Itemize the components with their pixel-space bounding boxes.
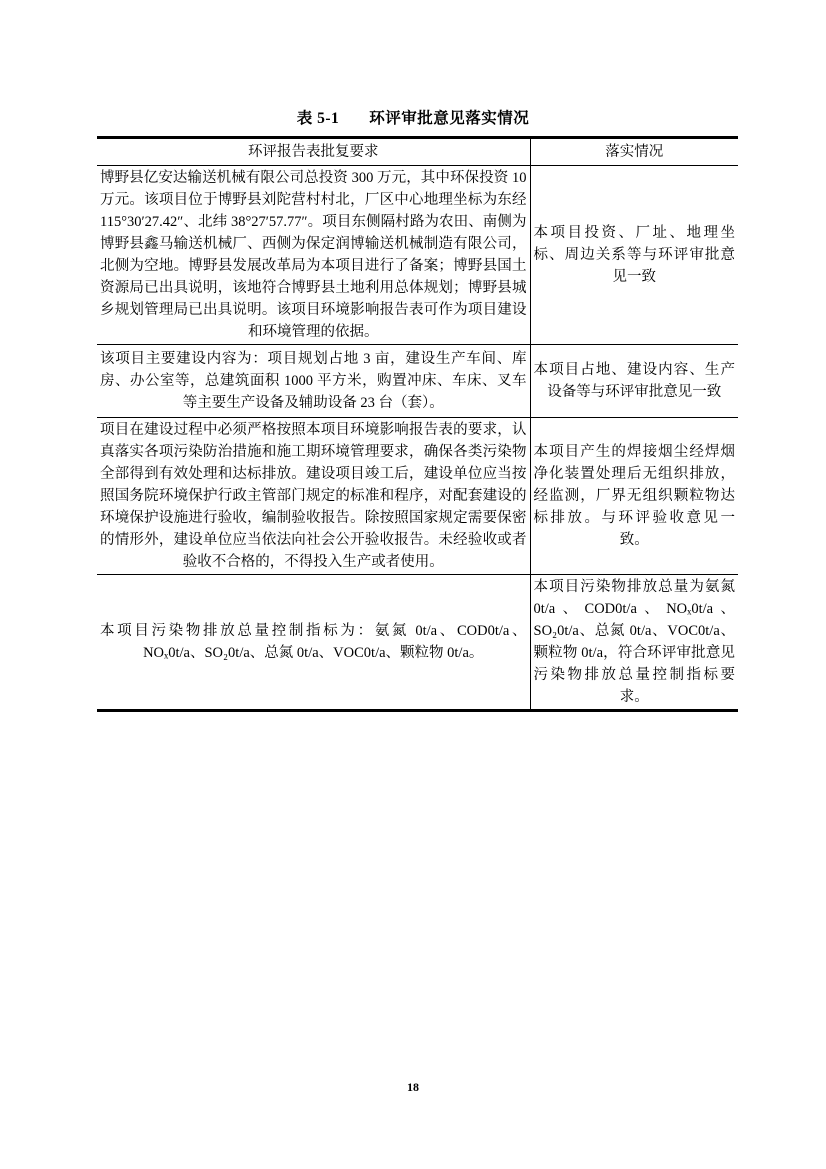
- table-header-row: [97, 138, 738, 166]
- implementation-cell: 本项目产生的焊接烟尘经焊烟净化装置处理后无组织排放，经监测，厂界无组织颗粒物达标排放。与环评验收意见一致。: [530, 418, 738, 575]
- requirement-cell: 本项目污染物排放总量控制指标为：氨氮 0t/a、COD0t/a、NOₓ0t/a、SO₂0t/a、总氮 0t/a、VOC0t/a、颗粒物 0t/a。: [100, 623, 527, 661]
- header-implementation: 落实情况: [530, 138, 738, 166]
- implementation-cell: 本项目污染物排放总量为氨氮 0t/a、COD0t/a、NOₓ0t/a、SO₂0t/a、总氮 0t/a、VOC0t/a、颗粒物 0t/a，符合环评审批意见污染物排放总量控制指标要求。: [530, 575, 738, 711]
- implementation-cell: 本项目投资、厂址、地理坐标、周边关系等与环评审批意见一致: [530, 166, 738, 345]
- table-caption-title: 环评审批意见落实情况: [369, 110, 530, 127]
- table-caption-label: 表 5-1: [296, 110, 340, 127]
- table-row: [97, 166, 738, 345]
- requirement-cell: 该项目主要建设内容为：项目规划占地 3 亩，建设生产车间、库房、办公室等，总建筑面积 1000 平方米，购置冲床、车床、叉车等主要生产设备及辅助设备 23 台（套）。: [97, 345, 530, 418]
- requirement-cell: 博野县亿安达输送机械有限公司总投资 300 万元，其中环保投资 10 万元。该项目位于博野县刘陀营村村北，厂区中心地理坐标为东经 115°30′27.42″、北纬 38°27′57.77″。项目东侧隔村路为农田、南侧为博野县鑫马输送机械厂、西侧为保定润博输送机械制造有限公司，北侧为空地。博野县发展改革局为本项目进行了备案；博野县国土资源局已出具说明，该地符合博野县土地利用总体规划；博野县城乡规划管理局已出具说明。该项目环境影响报告表可作为项目建设和环境管理的依据。: [97, 166, 530, 345]
- header-requirement: 环评报告表批复要求: [97, 138, 530, 166]
- table-row: [97, 345, 738, 418]
- table-row: [97, 418, 738, 575]
- implementation-cell: 本项目占地、建设内容、生产设备等与环评审批意见一致: [530, 345, 738, 418]
- page-number: 18: [407, 1080, 419, 1094]
- eia-approval-implementation-table: [97, 136, 738, 712]
- table-caption: [0, 106, 826, 128]
- requirement-cell: 项目在建设过程中必须严格按照本项目环境影响报告表的要求，认真落实各项污染防治措施和施工期环境管理要求，确保各类污染物全部得到有效处理和达标排放。建设项目竣工后，建设单位应当按照国务院环境保护行政主管部门规定的标准和程序，对配套建设的环境保护设施进行验收，编制验收报告。除按照国家规定需要保密的情形外，建设单位应当依法向社会公开验收报告。未经验收或者验收不合格的，不得投入生产或者使用。: [97, 418, 530, 575]
- table-row: [97, 575, 738, 711]
